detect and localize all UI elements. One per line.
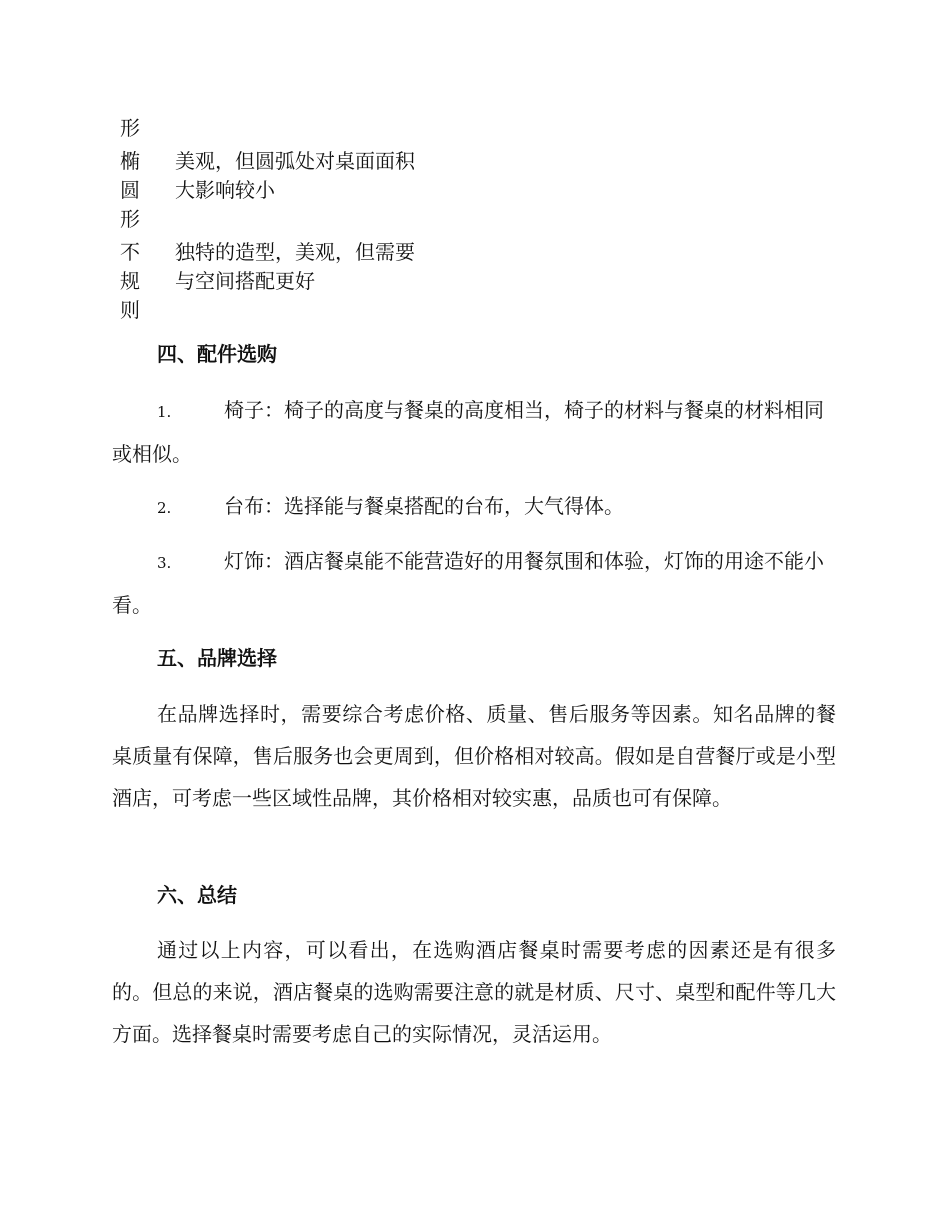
list-item (112, 540, 836, 626)
table-row (112, 114, 432, 143)
table-row (112, 147, 432, 234)
list-item (112, 485, 836, 529)
table-cell-shape-desc: 美观，但圆弧处对桌面面积大影响较小 (175, 149, 415, 202)
list-number: 2. (157, 499, 172, 517)
list-item (112, 389, 836, 475)
list-item-text: 椅子：椅子的高度与餐桌的高度相当，椅子的材料与餐桌的材料相同或相似。 (112, 398, 824, 466)
table-shape-comparison (112, 114, 432, 329)
list-number: 3. (157, 554, 172, 572)
list-item-text: 台布：选择能与餐桌搭配的台布，大气得体。 (224, 494, 624, 518)
table-cell-shape-desc (175, 114, 421, 143)
table-row (112, 238, 432, 325)
list-item-text: 灯饰：酒店餐桌能不能营造好的用餐氛围和体验，灯饰的用途不能小看。 (112, 549, 824, 617)
section-heading-accessories: 四、配件选购 (157, 342, 277, 366)
section-heading-summary: 六、总结 (157, 883, 237, 907)
table-cell-shape-name: 椭圆形 (120, 149, 140, 231)
section-heading-brand: 五、品牌选择 (157, 646, 277, 670)
table-cell-shape-name: 不规则 (120, 240, 140, 322)
list-number: 1. (157, 403, 172, 421)
table-cell-shape-name: 形 (120, 116, 140, 140)
paragraph-summary: 通过以上内容，可以看出，在选购酒店餐桌时需要考虑的因素还是有很多的。但总的来说，酒店餐桌的选购需要注意的就是材质、尺寸、桌型和配件等几大方面。选择餐桌时需要考虑自己的实际情况，灵活运用。 (112, 938, 836, 1046)
table-cell-shape-desc: 独特的造型，美观，但需要与空间搭配更好 (175, 240, 415, 293)
paragraph-brand: 在品牌选择时，需要综合考虑价格、质量、售后服务等因素。知名品牌的餐桌质量有保障，售后服务也会更周到，但价格相对较高。假如是自营餐厅或是小型酒店，可考虑一些区域性品牌，其价格相对较实惠，品质也可有保障。 (112, 702, 836, 810)
